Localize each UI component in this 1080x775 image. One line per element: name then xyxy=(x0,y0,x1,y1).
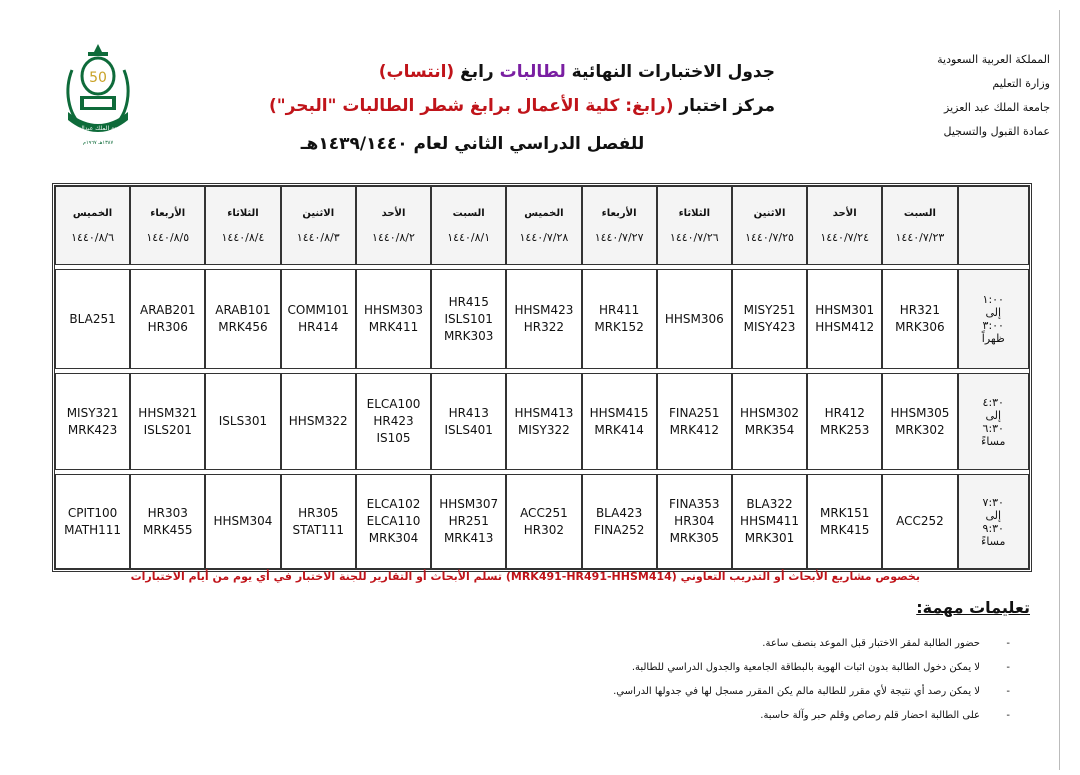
day-header xyxy=(732,186,807,265)
day-header xyxy=(356,186,431,265)
exam-cell xyxy=(732,474,807,569)
research-note: بخصوص مشاريع الأبحاث أو التدريب التعاوني (MRK491-HR491-HHSM414) تسلم الأبحاث أو التقارير للجنة الاختبار في أي يوم من أيام الاختبارات xyxy=(130,570,920,583)
course-code: BLA423 xyxy=(595,505,643,520)
course-code: HR322 xyxy=(523,320,565,334)
svg-text:50: 50 xyxy=(89,70,107,86)
ministry-line-2: وزارة التعليم xyxy=(992,77,1050,90)
day-date: ١٤٤٠/٨/٥ xyxy=(146,230,190,244)
day-date: ١٤٤٠/٨/٢ xyxy=(372,230,415,244)
time-slot-text: ٩:٣٠ xyxy=(982,521,1004,535)
course-code: HR414 xyxy=(298,320,339,334)
day-header xyxy=(130,186,205,265)
day-date: ١٤٤٠/٧/٢٧ xyxy=(594,230,644,244)
day-date: ١٤٤٠/٨/٤ xyxy=(221,230,265,244)
course-code: FINA252 xyxy=(593,522,645,537)
time-slot-text: ظهراً xyxy=(981,332,1005,345)
title-line-3: للفصل الدراسي الثاني لعام ١٤٣٩/١٤٤٠هـ xyxy=(300,134,645,154)
day-header xyxy=(506,186,581,265)
course-code: MRK354 xyxy=(744,422,795,437)
exam-cell xyxy=(506,269,581,369)
course-code: ELCA110 xyxy=(366,514,421,528)
course-code: BLA322 xyxy=(746,497,793,511)
time-slot-cell xyxy=(958,474,1029,569)
time-slot-text: مساءً xyxy=(981,534,1006,548)
exam-cell xyxy=(582,269,657,369)
exam-cell xyxy=(281,269,356,369)
course-code: BLA251 xyxy=(69,311,116,326)
course-code: HHSM412 xyxy=(815,320,875,334)
time-slot-cell xyxy=(958,373,1029,470)
course-code: HR411 xyxy=(598,303,640,317)
course-code: HR302 xyxy=(523,522,565,537)
day-name: الأربعاء xyxy=(601,207,637,219)
course-code: STAT111 xyxy=(292,522,344,537)
course-code: HR304 xyxy=(674,514,715,528)
course-code: HHSM415 xyxy=(589,405,649,420)
course-code: HHSM322 xyxy=(288,414,348,428)
exam-cell xyxy=(205,474,280,569)
day-name: الاثنين xyxy=(753,207,786,219)
exam-cell xyxy=(55,373,130,470)
course-code: HHSM307 xyxy=(439,497,499,511)
course-code: MRK152 xyxy=(594,320,644,334)
time-slot-text: إلى xyxy=(985,508,1002,522)
course-code: HR413 xyxy=(448,405,489,420)
course-code: MRK415 xyxy=(819,522,870,537)
course-code: MATH111 xyxy=(64,522,122,537)
exam-cell xyxy=(356,474,431,569)
exam-cell xyxy=(657,373,732,470)
exam-cell xyxy=(807,269,882,369)
course-code: ELCA102 xyxy=(366,497,421,511)
course-code: MRK456 xyxy=(218,320,268,334)
course-code: MRK412 xyxy=(669,422,720,437)
day-name: الأحد xyxy=(832,207,857,219)
day-date: ١٤٤٠/٨/٦ xyxy=(71,230,115,244)
exam-schedule-table xyxy=(52,183,1032,558)
day-name: الأربعاء xyxy=(150,207,186,219)
time-slot-text: ٦:٣٠ xyxy=(982,421,1004,435)
exam-cell xyxy=(882,474,957,569)
ministry-line-3: جامعة الملك عبد العزيز xyxy=(944,101,1050,114)
exam-cell xyxy=(130,269,205,369)
time-slot-text: ٣:٠٠ xyxy=(982,319,1004,332)
time-slot-text: إلى xyxy=(985,306,1002,319)
exam-cell xyxy=(205,373,280,470)
day-date: ١٤٤٠/٨/١ xyxy=(447,230,491,244)
day-header xyxy=(807,186,882,265)
course-code: ISLS201 xyxy=(143,422,192,437)
course-code: ARAB201 xyxy=(140,303,196,317)
course-code: HHSM413 xyxy=(514,405,574,420)
instruction-item: - على الطالبة احضار قلم رصاص وقلم حبر وآلة حاسبة. xyxy=(760,710,1010,721)
day-name: السبت xyxy=(903,207,936,219)
day-date: ١٤٤٠/٧/٢٤ xyxy=(820,230,870,244)
day-date: ١٤٤٠/٧/٢٣ xyxy=(895,230,945,244)
course-code: ELCA100 xyxy=(366,397,421,411)
day-name: الخميس xyxy=(72,207,113,219)
course-code: MISY322 xyxy=(518,422,570,437)
exam-cell xyxy=(431,269,506,369)
exam-cell xyxy=(657,474,732,569)
exam-cell xyxy=(130,373,205,470)
course-code: CPIT100 xyxy=(67,505,118,520)
course-code: HR306 xyxy=(147,320,188,334)
logo-year: ١٣٨٧هـ ١٩٦٧م xyxy=(82,140,114,146)
exam-cell xyxy=(582,474,657,569)
exam-cell xyxy=(281,474,356,569)
exam-cell xyxy=(281,373,356,470)
day-header xyxy=(657,186,732,265)
course-code: HR303 xyxy=(147,505,188,520)
exam-cell xyxy=(356,269,431,369)
exam-cell xyxy=(732,373,807,470)
exam-cell xyxy=(657,269,732,369)
course-code: MRK414 xyxy=(594,422,644,437)
course-code: HHSM306 xyxy=(664,311,724,326)
exam-cell xyxy=(431,373,506,470)
time-slot-text: مساءً xyxy=(981,434,1006,448)
course-code: ACC251 xyxy=(520,505,568,520)
instruction-item: - لا يمكن دخول الطالبة بدون اثبات الهوية بالبطاقة الجامعية والجدول الدراسي للطالبة. xyxy=(631,662,1010,673)
course-code: HHSM301 xyxy=(815,303,875,317)
day-date: ١٤٤٠/٧/٢٥ xyxy=(745,230,794,244)
course-code: HHSM411 xyxy=(740,514,799,528)
course-code: ISLS401 xyxy=(444,422,493,437)
course-code: COMM101 xyxy=(287,303,349,317)
course-code: MISY423 xyxy=(743,320,796,334)
corner-cell xyxy=(958,186,1029,265)
schedule-titles xyxy=(240,62,775,154)
course-code: HR423 xyxy=(373,414,414,428)
course-code: MRK305 xyxy=(669,531,720,545)
university-logo xyxy=(58,40,138,152)
course-code: ISLS101 xyxy=(444,311,493,326)
time-slot-row xyxy=(55,373,1029,470)
course-code: MRK302 xyxy=(895,422,945,437)
course-code: MRK423 xyxy=(67,422,118,437)
course-code: HR251 xyxy=(448,514,489,528)
instructions-title: تعليمات مهمة: xyxy=(916,598,1030,617)
time-slot-cell xyxy=(958,269,1029,369)
ministry-line-1: المملكة العربية السعودية xyxy=(937,53,1050,66)
course-code: FINA251 xyxy=(669,405,720,420)
course-code: HR415 xyxy=(448,294,489,309)
course-code: HHSM303 xyxy=(364,303,423,317)
exam-cell xyxy=(130,474,205,569)
course-code: HR412 xyxy=(824,405,865,420)
exam-cell xyxy=(506,474,581,569)
course-code: HHSM423 xyxy=(514,303,574,317)
course-code: MRK253 xyxy=(819,422,870,437)
course-code: HHSM302 xyxy=(740,405,799,420)
course-code: HHSM305 xyxy=(890,405,950,420)
exam-cell xyxy=(882,269,957,369)
course-code: MRK304 xyxy=(368,531,419,545)
course-code: MRK413 xyxy=(443,531,494,545)
day-name: السبت xyxy=(452,207,485,219)
exam-cell xyxy=(431,474,506,569)
course-code: ARAB101 xyxy=(215,303,271,317)
time-slot-row xyxy=(55,269,1029,369)
ministry-header xyxy=(880,48,1050,144)
day-date: ١٤٤٠/٧/٢٨ xyxy=(519,230,569,244)
day-header xyxy=(582,186,657,265)
day-date: ١٤٤٠/٧/٢٦ xyxy=(669,230,719,244)
course-code: MRK411 xyxy=(368,320,419,334)
course-code: MISY321 xyxy=(66,405,119,420)
instruction-item: - حضور الطالبة لمقر الاختبار قبل الموعد بنصف ساعة. xyxy=(762,638,1010,649)
page-edge-line xyxy=(1059,10,1060,770)
exam-cell xyxy=(582,373,657,470)
exam-cell xyxy=(807,373,882,470)
time-slot-text: ٤:٣٠ xyxy=(982,395,1004,409)
day-name: الاثنين xyxy=(302,207,335,219)
time-slot-row xyxy=(55,474,1029,569)
logo-text: جامعة الملك عبدالعزيز xyxy=(70,125,126,132)
ministry-line-4: عمادة القبول والتسجيل xyxy=(943,125,1050,138)
course-code: HHSM304 xyxy=(213,514,273,528)
course-code: ISLS301 xyxy=(218,414,268,428)
exam-cell xyxy=(506,373,581,470)
day-name: الأحد xyxy=(381,207,406,219)
day-header xyxy=(281,186,356,265)
instructions-list xyxy=(410,632,1010,728)
course-code: IS105 xyxy=(376,431,411,445)
time-slot-text: ٧:٣٠ xyxy=(982,495,1004,509)
title-line-1: جدول الاختبارات النهائية لطالبات رابغ (انتساب) xyxy=(378,62,775,82)
day-name: الخميس xyxy=(524,207,564,219)
course-code: MRK455 xyxy=(143,522,193,537)
time-slot-text: ١:٠٠ xyxy=(982,293,1004,306)
course-code: HR305 xyxy=(298,505,339,520)
exam-cell xyxy=(882,373,957,470)
schedule-grid xyxy=(52,183,1032,572)
exam-cell xyxy=(205,269,280,369)
course-code: MISY251 xyxy=(743,303,796,317)
exam-cell xyxy=(732,269,807,369)
exam-cell xyxy=(807,474,882,569)
day-name: الثلاثاء xyxy=(678,207,711,219)
exam-cell xyxy=(55,474,130,569)
day-header xyxy=(55,186,130,265)
instruction-item: - لا يمكن رصد أي نتيجة لأي مقرر للطالبة مالم يكن المقرر مسجل لها في جدولها الدراسي. xyxy=(613,686,1010,697)
course-code: MRK303 xyxy=(443,328,494,343)
day-header xyxy=(431,186,506,265)
time-slot-text: إلى xyxy=(985,408,1002,422)
course-code: HR321 xyxy=(899,303,941,317)
title-line-2: مركز اختبار (رابغ: كلية الأعمال برابغ شطر الطالبات "البحر") xyxy=(269,96,775,116)
course-code: FINA353 xyxy=(669,497,720,511)
exam-cell xyxy=(356,373,431,470)
day-header xyxy=(205,186,280,265)
course-code: HHSM321 xyxy=(138,405,198,420)
course-code: ACC252 xyxy=(896,514,944,528)
course-code: MRK301 xyxy=(744,531,795,545)
day-header xyxy=(882,186,957,265)
day-name: الثلاثاء xyxy=(227,207,259,219)
course-code: MRK306 xyxy=(895,320,945,334)
course-code: MRK151 xyxy=(819,505,870,520)
exam-cell xyxy=(55,269,130,369)
day-date: ١٤٤٠/٨/٣ xyxy=(296,230,340,244)
